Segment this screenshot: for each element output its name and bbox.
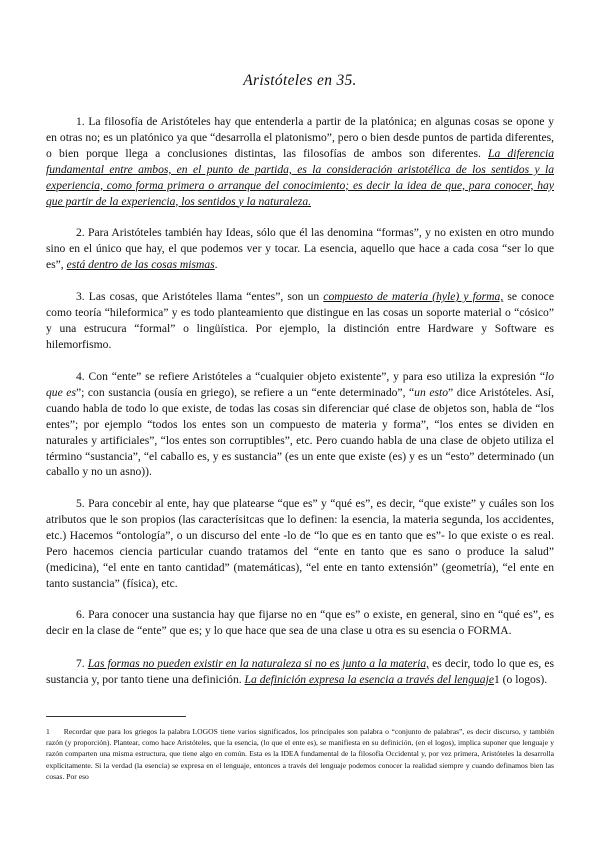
paragraph-7-num: 7. (76, 657, 85, 670)
paragraph-7-underlined-2: La definición expresa la esencia a través del lenguaje (244, 672, 494, 686)
paragraph-5: 5. Para concebir al ente, hay que platearse “que es” y “qué es”, es decir, “que existe” y cuáles son los atributos que le son propios (las caracterísitcas que lo definen: la esencia, la materia segunda, los accidentes, etc.) Hacemos “ontología”, o un discurso del ente -lo de “lo que es en tanto que es”- lo que existe o es real. Pero hacemos ciencia particular cuando tratamos del “ente en tanto que es sano o produce la salud” (medicina), “el ente en tanto cantidad” (matemáticas), “el ente en tanto extensión” (geometría), “el ente en tanto sustancia” (física), etc. (46, 497, 554, 590)
footnote-reference[interactable]: 1 (493, 672, 500, 686)
footnote-divider (46, 716, 186, 717)
paragraph-6: 6. Para conocer una sustancia hay que fijarse no en “que es” o existe, en general, sino en “qué es”, es decir en la clase de “ente” que es; y lo que hace que sea de una clase u otra es su esencia o FORMA. (46, 608, 554, 637)
page-title: Aristóteles en 35. (243, 72, 357, 89)
paragraph-4-italic-1: lo que es (46, 370, 554, 399)
paragraph-7 (46, 656, 554, 688)
paragraph-4 (46, 369, 554, 480)
footnote-text: Recordar que para los griegos la palabra LOGOS tiene varios significados, los principales son palabra o “conjunto de palabras”, es decir discurso, y también razón (y proporción). Plantear, como hace Aristóteles, que la esencia, (lo que el ente es), se manifiesta en su definición, (en el logos), implica suponer que lenguaje y razón comparten una misma estructura, que tiene algo en común. Esta es la IDEA fundamental de la filosofía Occidental y, por vez primera, Aristóteles la desarrolla explícitamente. Si la verdad (la esencia) se expresa en el lenguaje, entonces a través del lenguaje podemos conocer la realidad siempre y cuando definamos bien las cosas. Por eso (46, 727, 554, 781)
paragraph-4-italic-2: un esto (414, 385, 449, 399)
paragraph-1-text: 1. La filosofía de Aristóteles hay que entenderla a partir de la platónica; en algunas cosas se opone y en otras no; es un platónico ya que “desarrolla el platonismo”, pero o bien desde puntos de partida diferentes, o bien porque llega a conclusiones distintas, las filosofías de ambos son diferentes. (46, 115, 554, 160)
paragraph-3-text: 3. Las cosas, que Aristóteles llama “entes”, son un (76, 290, 320, 303)
paragraph-3-rest: se conoce como teoría “hileformica” y es todo planteamiento que distingue en las cosas un soporte material o “cósico” y una estrucura “formal” o lingüística. Por ejemplo, la distinción entre Hardware y Software es hilemorfismo. (46, 290, 554, 351)
footnote (46, 726, 554, 782)
paragraph-7-end: (o logos). (502, 672, 548, 686)
paragraph-3-underlined: compuesto de materia (hyle) y forma, (323, 290, 504, 303)
paragraph-1 (46, 114, 554, 209)
paragraph-4-text-3: ” dice Aristóteles. Así, cuando habla de todo lo que existe, de todas las cosas sin diferenciar qué clase de objetos son, habla de “los entes”; por ejemplo “todos los entes son un compuesto de materia y forma”, “los entes se dividen en naturales y artificiales”, “los entes son corruptibles”, etc. Pero cuando habla de una clase de objeto utiliza el término “sustancia”, “el caballo es, y es sustancia” (es un ente que existe (es) y es un “esto” determinado (un caballo y no un asno)). (46, 385, 555, 479)
paragraph-2-underlined: está dentro de las cosas mismas (66, 257, 215, 271)
paragraph-2-text: 2. Para Aristóteles también hay Ideas, sólo que él las denomina “formas”, y no existen en otro mundo sino en el único que hay, el que podemos ver y tocar. La esencia, aquello que hace a cada cosa “ser lo que es”, (46, 226, 554, 271)
paragraph-1-underlined: La diferencia fundamental entre ambos, en el punto de partida, es la consideración aristotélica de los sentidos y la experiencia, como forma primera o arranque del conocimiento; es decir la idea de que, para conocer, hay que partir de la experiencia, los sentidos y la naturaleza. (46, 146, 555, 208)
paragraph-7-underlined-1: Las formas no pueden existir en la naturaleza si no es junto a la materia, (87, 657, 430, 670)
footnote-number: 1 (46, 727, 50, 736)
paragraph-4-text-2: ”; con sustancia (ousía en griego), se refiere a un “ente determinado”, “ (75, 385, 415, 399)
paragraph-2-end: . (214, 257, 218, 271)
paragraph-2 (46, 225, 554, 273)
paragraph-3 (46, 289, 554, 353)
paragraph-7-text: es decir, todo lo que es, es sustancia y, por tanto tiene una definición. (46, 657, 554, 686)
document-page (46, 0, 554, 848)
paragraph-4-text: 4. Con “ente” se refiere Aristóteles a “cualquier objeto existente”, y para eso utiliza la expresión “ (76, 370, 545, 383)
